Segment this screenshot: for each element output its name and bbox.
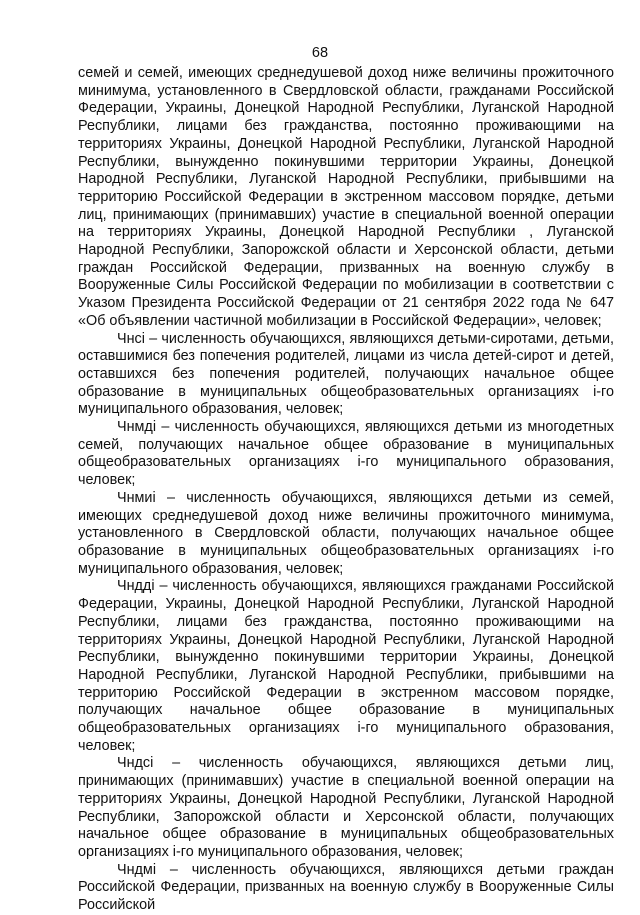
paragraph-orphans: Чнсi – численность обучающихся, являющихся детьми-сиротами, детьми, оставшимися без попечения родителей, лицами из числа детей-сирот и детей, оставшихся без попечения родителей, получающих начальное общее образование в муниципальных общеобразовательных организациях i-го муниципального образования, человек;	[78, 330, 614, 418]
document-body	[78, 65, 614, 915]
paragraph-mobilized-children: Чндмi – численность обучающихся, являющихся детьми граждан Российской Федерации, призванных на военную службу в Вооруженные Силы Российской	[78, 861, 614, 914]
paragraph-large-families: Чнмдi – численность обучающихся, являющихся детьми из многодетных семей, получающих начальное общее образование в муниципальных общеобразовательных организациях i-го муниципального образования, человек;	[78, 419, 614, 489]
paragraph-military-operation-children: Чндсi – численность обучающихся, являющихся детьми лиц, принимающих (принимавших) участие в специальной военной операции на территориях Украины, Донецкой Народной Республики, Луганской Народной Республики, Запорожской области и Херсонской области, получающих начальное общее образование в муниципальных общеобразовательных организациях i-го муниципального образования, человек;	[78, 755, 614, 860]
paragraph-continuation: семей и семей, имеющих среднедушевой доход ниже величины прожиточного минимума, установленного в Свердловской области, гражданами Российской Федерации, Украины, Донецкой Народной Республики, Луганской Народной Республики, лицами без гражданства, постоянно проживающими на территориях Украины, Донецкой Народной Республики, Луганской Народной Республики, вынужденно покинувшими территории Украины, Донецкой Народной Республики, Луганской Народной Республики, прибывшими на территорию Российской Федерации в экстренном массовом порядке, детьми лиц, принимающих (принимавших) участие в специальной военной операции на территориях Украины, Донецкой Народной Республики , Луганской Народной Республики, Запорожской области и Херсонской области, детьми граждан Российской Федерации, призванных на военную службу в Вооруженные Силы Российской Федерации по мобилизации в соответствии с Указом Президента Российской Федерации от 21 сентября 2022 года № 647 «Об объявлении частичной мобилизации в Российской Федерации», человек;	[78, 65, 614, 329]
paragraph-displaced-persons: Чндді – численность обучающихся, являющихся гражданами Российской Федерации, Украины, Донецкой Народной Республики, Луганской Народной Республики, лицами без гражданства, постоянно проживающими на территориях Украины, Донецкой Народной Республики, Луганской Народной Республики, вынужденно покинувшими территории Украины, Донецкой Народной Республики, Луганской Народной Республики, прибывшими на территорию Российской Федерации в экстренном массовом порядке, получающих начальное общее образование в муниципальных общеобразовательных организациях i-го муниципального образования, человек;	[78, 578, 614, 754]
page-number: 68	[311, 45, 329, 61]
paragraph-low-income: Чнмиi – численность обучающихся, являющихся детьми из семей, имеющих среднедушевой доход ниже величины прожиточного минимума, установленного в Свердловской области, получающих начальное общее образование в муниципальных общеобразовательных организациях i-го муниципального образования, человек;	[78, 489, 614, 577]
